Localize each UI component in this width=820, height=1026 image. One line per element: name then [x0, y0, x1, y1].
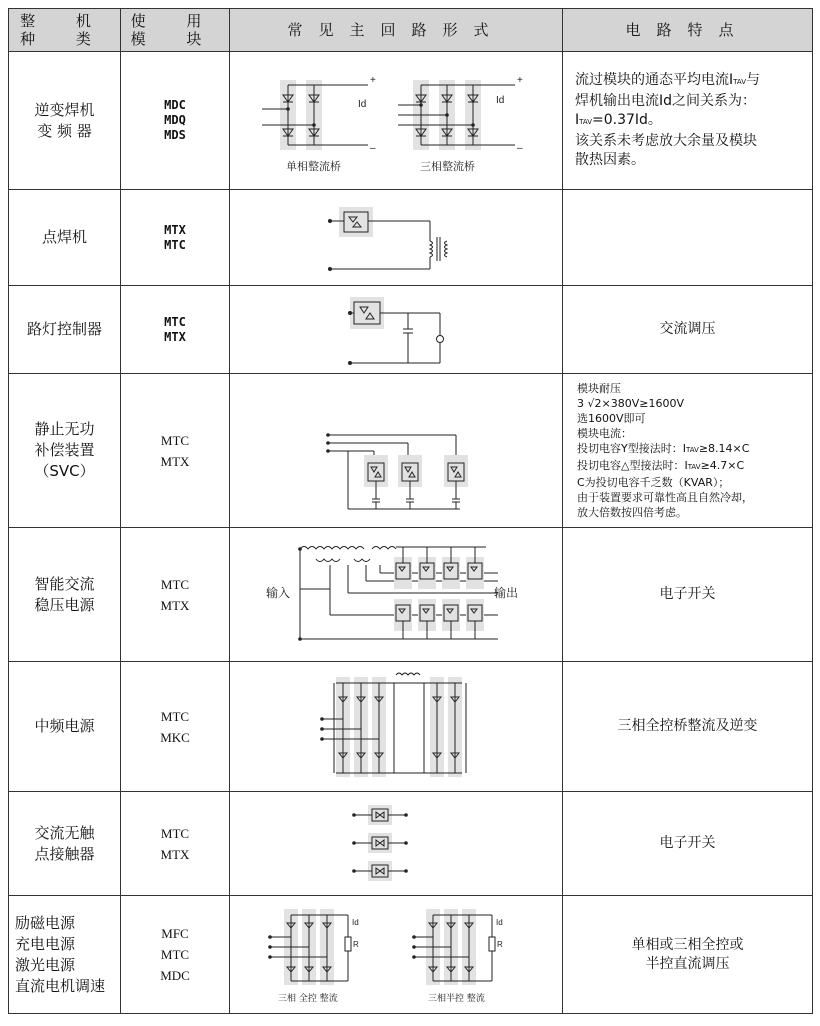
table-row	[9, 896, 813, 1014]
three-phase-full-control-label: 三相 全控 整流	[278, 993, 338, 1004]
three-phase-half-control-label: 三相半控 整流	[428, 993, 485, 1004]
bridge-modules	[336, 677, 462, 777]
r-label: R	[353, 939, 359, 949]
header-row	[9, 9, 813, 52]
module-application-table	[8, 8, 813, 1014]
machine-type-cell: 路灯控制器	[9, 286, 121, 374]
circuit-cell	[230, 286, 563, 374]
minus-label: –	[517, 142, 523, 154]
id-label: Id	[358, 98, 367, 110]
street-light-controller-diagram	[230, 287, 560, 373]
machine-type-cell: 交流无触 点接触器	[9, 792, 121, 896]
header-circuit-features: 电路特点	[563, 9, 813, 52]
feature-cell: 三相全控桥整流及逆变	[563, 662, 813, 792]
feature-cell: 模块耐压 3 √2×380V≥1600V 选1600V即可 模块电流： 投切电容Y型接法时：ITAV≥8.14×C 投切电容△型接法时：ITAV≥4.7×C C为投切电容千乏数（KVAR）； 由于装置要求可靠性高且自然冷却， 放大倍数按四倍考虑。	[563, 374, 813, 528]
table-row	[9, 286, 813, 374]
feature-cell: 电子开关	[563, 528, 813, 662]
machine-type-cell: 励磁电源 充电电源 激光电源 直流电机调速	[9, 896, 121, 1014]
machine-type-cell: 逆变焊机 变 频 器	[9, 52, 121, 190]
machine-type-cell: 智能交流 稳压电源	[9, 528, 121, 662]
header-main-circuit: 常见主回路形式	[230, 9, 563, 52]
module-cell: MDC MDQ MDS	[121, 52, 230, 190]
feature-cell: 单相或三相全控或 半控直流调压	[563, 896, 813, 1014]
id-label: Id	[496, 94, 505, 106]
circuit-cell	[230, 662, 563, 792]
contactless-contactor-diagram	[230, 793, 560, 895]
r-label: R	[497, 939, 503, 949]
spot-welder-diagram	[230, 191, 560, 285]
module-cell: MFC MTC MDC	[121, 896, 230, 1014]
module-cell: MTC MKC	[121, 662, 230, 792]
feature-cell: 流过模块的通态平均电流ITAV与 焊机输出电流Id之间关系为： ITAV=0.37Id。 该关系未考虑放大余量及模块 散热因素。	[563, 52, 813, 190]
table-row	[9, 662, 813, 792]
circuit-cell	[230, 190, 563, 286]
dc-regulation-diagram	[230, 897, 560, 1013]
bridge-rectifier-diagram	[230, 53, 560, 189]
module-cell: MTC MTX	[121, 528, 230, 662]
table-row	[9, 792, 813, 896]
plus-label: +	[517, 74, 523, 86]
circuit-cell	[230, 896, 563, 1014]
table-row	[9, 528, 813, 662]
minus-label: –	[370, 142, 376, 154]
ac-stabilizer-diagram	[230, 529, 560, 661]
medium-frequency-diagram	[230, 663, 560, 791]
switch-modules	[394, 557, 484, 631]
module-cell: MTC MTX	[121, 374, 230, 528]
input-label: 输入	[266, 585, 291, 600]
feature-cell: 交流调压	[563, 286, 813, 374]
svc-diagram	[230, 375, 560, 527]
circuit-cell	[230, 528, 563, 662]
machine-type-cell: 静止无功 补偿装置 （SVC）	[9, 374, 121, 528]
header-modules: 使 用 模 块	[121, 9, 230, 52]
module-cell: MTC MTX	[121, 286, 230, 374]
feature-cell	[563, 190, 813, 286]
module-cell: MTX MTC	[121, 190, 230, 286]
circuit-cell	[230, 52, 563, 190]
circuit-cell	[230, 792, 563, 896]
svc-branch	[364, 455, 468, 487]
table-row	[9, 374, 813, 528]
machine-type-cell: 中频电源	[9, 662, 121, 792]
output-label: 输出	[494, 585, 519, 600]
plus-label: +	[370, 74, 376, 86]
single-phase-bridge-label: 单相整流桥	[286, 159, 341, 173]
id-label: Id	[496, 917, 503, 927]
module-cell: MTC MTX	[121, 792, 230, 896]
table-row	[9, 52, 813, 190]
id-label: Id	[352, 917, 359, 927]
machine-type-cell: 点焊机	[9, 190, 121, 286]
three-phase-bridge-label: 三相整流桥	[420, 159, 475, 173]
header-machine-type: 整 机 种 类	[9, 9, 121, 52]
circuit-cell	[230, 374, 563, 528]
feature-cell: 电子开关	[563, 792, 813, 896]
table-row	[9, 190, 813, 286]
